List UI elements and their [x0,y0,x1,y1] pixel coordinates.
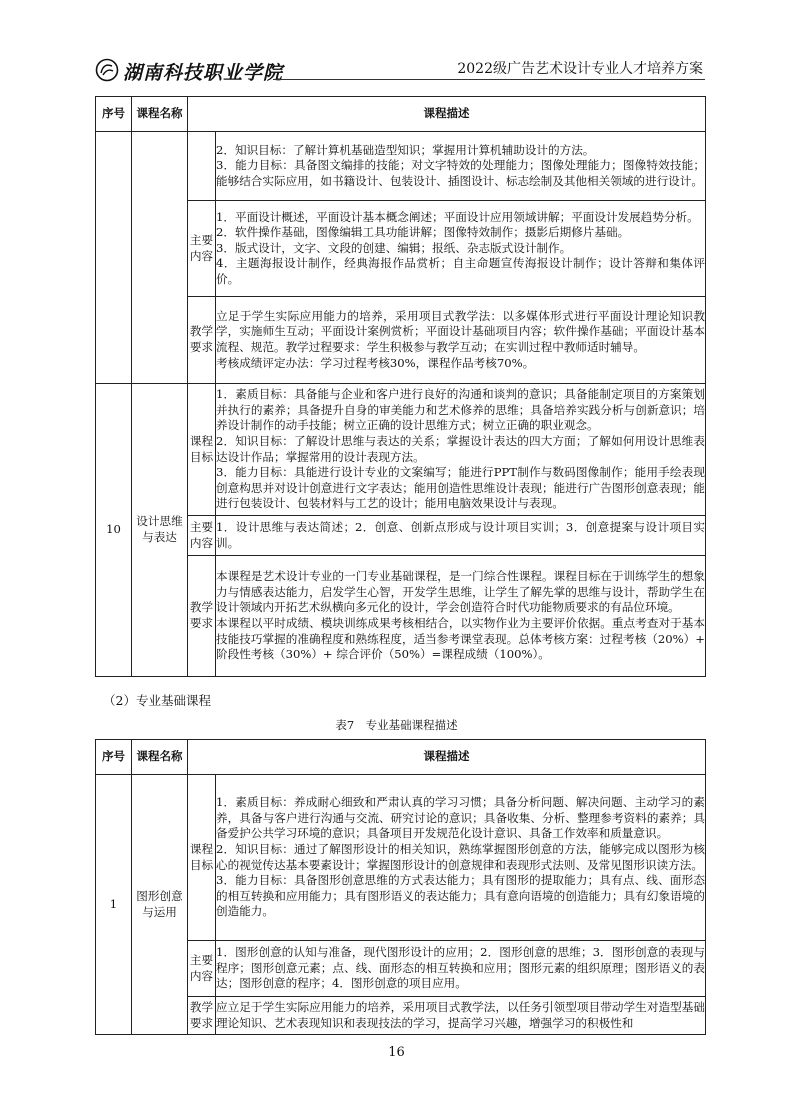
table-row [96,516,706,556]
desc-line: 3．能力目标：具能进行设计专业的文案编写；能进行PPT制作与数码图像制作；能用手绘表现创意构思并对设计创意进行文字表达；能用创造性思维设计表现；能进行广告图形创意表现；能进行包装设计、包装材料与工艺的设计；能用电脑效果设计与表现。 [216,465,705,511]
table-row [96,941,706,997]
course-seq [96,132,132,384]
table-header-row [96,97,706,132]
sub-label-course-goal: 课程目标 [188,775,216,941]
sub-label-course-goal: 课程目标 [188,384,216,516]
desc-line: 2．软件操作基础，图像编辑工具功能讲解；图像特效制作；摄影后期修片基础。 [216,225,630,240]
table-row [96,556,706,677]
school-name: 湖南科技职业学院 [123,62,284,84]
header-seq: 序号 [96,740,132,775]
course-table-basic [95,739,706,1035]
desc-line: 2．知识目标：了解计算机基础造型知识；掌握用计算机辅助设计的方法。 [216,142,595,157]
header-rule [273,79,705,80]
table-row [96,297,706,384]
table-caption: 表7 专业基础课程描述 [335,718,458,732]
sub-label-main-content: 主要内容 [188,941,216,997]
header-course-desc: 课程描述 [188,740,706,775]
desc-line: 1．素质目标：具备能与企业和客户进行良好的沟通和谈判的意识；具备能制定项目的方案策划并执行的素养；具备提升自身的审美能力和艺术修养的思维；具备培养实践分析与创新意识；培养设计制作的动手技能；树立正确的设计思维方式；树立正确的职业观念。 [216,387,705,433]
course-desc [216,201,706,297]
header-course-desc: 课程描述 [188,97,706,132]
sub-label-main-content: 主要内容 [188,201,216,297]
course-desc [216,132,706,201]
document-title: 2022级广告艺术设计专业人才培养方案 [457,61,703,77]
sub-label-main-content: 主要内容 [188,516,216,556]
course-name [132,132,188,384]
desc-line: 3．能力目标：具备图形创意思维的方式表达能力；具有图形的提取能力；具有点、线、面形态的相互转换和应用能力；具有图形语义的表达能力；具有意向语境的创造能力；具有幻象语境的创造能力。 [216,873,705,919]
sub-label-teaching-req: 教学要求 [188,556,216,677]
desc-line: 1．素质目标：养成耐心细致和严肃认真的学习习惯；具备分析问题、解决问题、主动学习的素养，具备与客户进行沟通与交流、研究讨论的意识；具备收集、分析、整理参考资料的素养；具备爱护公共学习环境的意识；具备项目开发规范化设计意识、具备工作效率和质量意识。 [216,795,705,841]
course-desc [216,297,706,384]
desc-line: 应立足于学生实际应用能力的培养，采用项目式教学法，以任务引领型项目带动学生对造型基础理论知识、艺术表现知识和表现技法的学习，提高学习兴趣，增强学习的积极性和 [216,999,705,1030]
table-row [96,132,706,201]
header-seq: 序号 [96,97,132,132]
desc-line: 1．设计思维与表达简述；2．创意、创新点形成与设计项目实训；3．创意提案与设计项目实训。 [216,519,705,550]
table-row [96,201,706,297]
course-desc [216,775,706,941]
sub-label-teaching-req: 教学要求 [188,297,216,384]
sub-label [188,132,216,201]
table-row [96,384,706,516]
school-logo-icon [95,58,119,82]
course-desc [216,556,706,677]
desc-line: 本课程以平时成绩、模块训练成果考核相结合，以实物作业为主要评价依据。重点考查对于基本技能技巧掌握的准确程度和熟练程度，适当参考课堂表现。总体考核方案：过程考核（20%）+ 阶段性考核（30%）+ 综合评价（50%）=课程成绩（100%）。 [216,616,705,662]
table-row [96,997,706,1035]
course-desc [216,384,706,516]
header-course-name: 课程名称 [132,97,188,132]
section-heading: （2）专业基础课程 [103,693,211,708]
course-desc [216,941,706,997]
course-desc [216,516,706,556]
course-name: 设计思维与表达 [132,384,188,677]
sub-label-teaching-req: 教学要求 [188,997,216,1035]
table-row [96,775,706,941]
desc-line: 考核成绩评定办法：学习过程考核30%，课程作品考核70%。 [216,355,535,370]
desc-line: 3．能力目标：具备图文编排的技能；对文字特效的处理能力；图像处理能力；图像特效技能；能够结合实际应用，如书籍设计、包装设计、插图设计、标志绘制及其他相关领域的进行设计。 [216,158,705,188]
course-seq: 1 [96,775,132,1035]
course-seq: 10 [96,384,132,677]
desc-line: 2．知识目标：了解设计思维与表达的关系；掌握设计表达的四大方面；了解如何用设计思维表达设计作品；掌握常用的设计表现方法。 [216,433,705,464]
desc-line: 立足于学生实际应用能力的培养，采用项目式教学法：以多媒体形式进行平面设计理论知识教学，实施师生互动；平面设计案例赏析；平面设计基础项目内容；软件操作基础；平面设计基本流程、规范。教学过程要求：学生积极参与教学互动；在实训过程中教师适时辅导。 [216,308,705,354]
desc-line: 4．主题海报设计制作，经典海报作品赏析；自主命题宣传海报设计制作；设计答辩和集体评价。 [216,256,705,286]
page-header [95,56,705,84]
desc-line: 本课程是艺术设计专业的一门专业基础课程，是一门综合性课程。课程目标在于训练学生的想象力与情感表达能力，启发学生心智，开发学生思维，让学生了解先掌的思维与设计，帮助学生在设计领域内开拓艺术纵横向多元化的设计，学会创造符合时代功能物质要求的有品位环境。 [216,569,705,615]
course-name: 图形创意与运用 [132,775,188,1035]
page-number: 16 [388,1045,405,1060]
course-desc [216,997,706,1035]
desc-line: 1．平面设计概述，平面设计基本概念阐述；平面设计应用领域讲解；平面设计发展趋势分析。 [216,209,699,224]
table-header-row [96,740,706,775]
course-table-continued [95,96,706,677]
desc-line: 2．知识目标：通过了解图形设计的相关知识，熟练掌握图形创意的方法，能够完成以图形为核心的视觉传达基本要素设计；掌握图形设计的创意规律和表现形式法则、及常见图形识读方法。 [216,841,705,872]
desc-line: 1．图形创意的认知与准备，现代图形设计的应用；2．图形创意的思维；3．图形创意的表现与程序；图形创意元素；点、线、面形态的相互转换和应用；图形元素的组织原理；图形语义的表达；图形创意的程序；4．图形创意的项目应用。 [216,945,705,991]
desc-line: 3．版式设计，文字、文段的创建、编辑；报纸、杂志版式设计制作。 [216,240,572,255]
header-course-name: 课程名称 [132,740,188,775]
